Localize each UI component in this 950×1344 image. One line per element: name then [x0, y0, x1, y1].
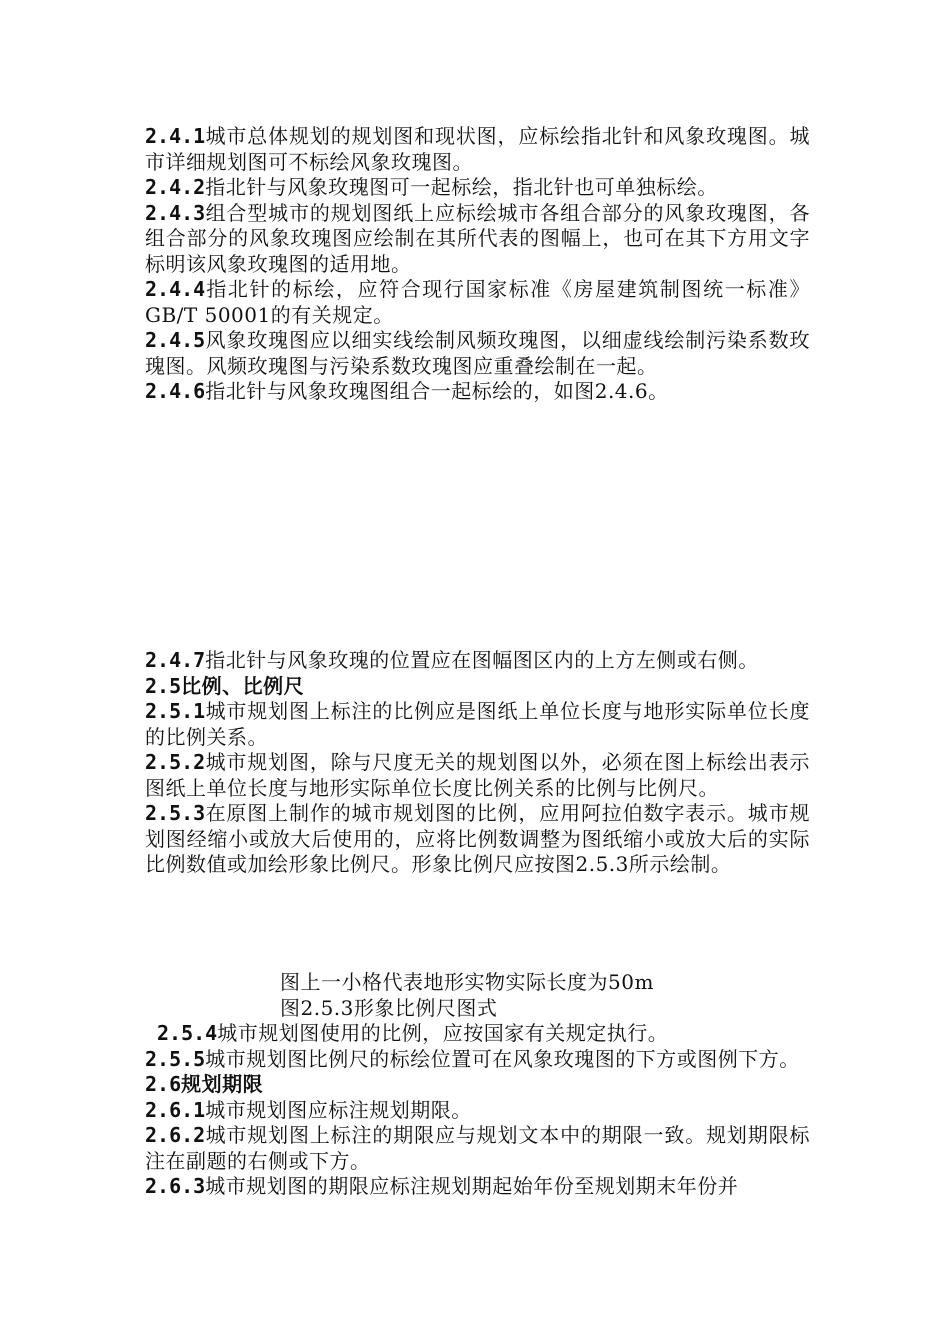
caption-line-1: 图上一小格代表地形实物实际长度为50m [280, 970, 654, 994]
clause-2-4-5 [145, 328, 810, 379]
clause-number: 2.5 [145, 673, 182, 698]
section-heading-2-5 [145, 674, 810, 700]
clause-number: 2.6.1 [145, 1097, 206, 1122]
clause-text: 指北针与风象玫瑰图可一起标绘，指北针也可单独标绘。 [205, 175, 718, 199]
clause-text: 风象玫瑰图应以细实线绘制风频玫瑰图，以细虚线绘制污染系数玫瑰图。风频玫瑰图与污染系数玫瑰图应重叠绘制在一起。 [145, 328, 810, 378]
clause-number: 2.4.3 [145, 200, 206, 225]
section-2-4-clauses [145, 124, 810, 405]
clause-text: 城市规划图，除与尺度无关的规划图以外，必须在图上标绘出表示图纸上单位长度与地形实际单位长度比例关系的比例与比例尺。 [145, 750, 810, 800]
clause-text: 指北针的标绘，应符合现行国家标准《房屋建筑制图统一标准》GB/T 50001的有关规定。 [145, 277, 810, 327]
clause-text: 指北针与风象玫瑰图组合一起标绘的，如图2.4.6。 [205, 379, 669, 403]
clause-text: 城市规划图使用的比例，应按国家有关规定执行。 [217, 1021, 669, 1045]
clause-text: 城市规划图上标注的比例应是图纸上单位长度与地形实际单位长度的比例关系。 [145, 699, 810, 749]
clause-number: 2.4.4 [145, 277, 206, 301]
clause-number: 2.4.2 [145, 175, 206, 199]
section-2-5-clauses [145, 648, 810, 878]
clause-2-4-2 [145, 175, 810, 201]
clause-number: 2.6.3 [145, 1174, 206, 1198]
clause-2-5-5 [145, 1047, 810, 1073]
clause-text: 组合型城市的规划图纸上应标绘城市各组合部分的风象玫瑰图，各组合部分的风象玫瑰图应绘制在其所代表的图幅上，也可在其下方用文字标明该风象玫瑰图的适用地。 [145, 200, 810, 276]
clause-number: 2.6 [145, 1072, 182, 1096]
clause-2-5-2 [145, 750, 810, 801]
clause-2-5-3 [145, 801, 810, 878]
section-2-6-clauses [145, 1021, 810, 1200]
figure-caption [145, 970, 810, 1021]
clause-number: 2.5.1 [145, 699, 206, 723]
clause-number: 2.6.2 [145, 1123, 206, 1147]
clause-2-4-3 [145, 201, 810, 278]
clause-text: 城市规划图上标注的期限应与规划文本中的期限一致。规划期限标注在副题的右侧或下方。 [145, 1123, 810, 1173]
clause-text: 城市规划图的期限应标注规划期起始年份至规划期末年份并 [205, 1174, 739, 1198]
clause-text: 城市总体规划的规划图和现状图，应标绘指北针和风象玫瑰图。城市详细规划图可不标绘风象玫瑰图。 [145, 124, 810, 174]
clause-2-4-4 [145, 277, 810, 328]
clause-number: 2.5.2 [145, 750, 206, 774]
clause-number: 2.5.3 [145, 801, 206, 825]
clause-2-5-4 [145, 1021, 810, 1047]
clause-number: 2.4.7 [145, 648, 206, 672]
clause-text: 在原图上制作的城市规划图的比例，应用阿拉伯数字表示。城市规划图经缩小或放大后使用的，应将比例数调整为图纸缩小或放大后的实际比例数值或加绘形象比例尺。形象比例尺应按图2.5.3所示绘制。 [145, 801, 810, 876]
heading-text: 比例、比例尺 [181, 673, 305, 698]
clause-text: 城市规划图比例尺的标绘位置可在风象玫瑰图的下方或图例下方。 [205, 1046, 800, 1071]
caption-line-2: 图2.5.3形象比例尺图式 [280, 995, 498, 1020]
clause-2-5-1 [145, 699, 810, 750]
clause-number: 2.4.6 [145, 379, 206, 403]
clause-2-4-1 [145, 124, 810, 175]
clause-number: 2.5.4 [157, 1021, 218, 1045]
clause-2-6-3 [145, 1174, 810, 1200]
clause-2-6-1 [145, 1098, 810, 1124]
clause-number: 2.4.1 [145, 124, 206, 148]
clause-2-4-7 [145, 648, 810, 674]
clause-text: 城市规划图应标注规划期限。 [205, 1097, 472, 1122]
clause-text: 指北针与风象玫瑰的位置应在图幅图区内的上方左侧或右侧。 [205, 648, 759, 672]
section-heading-2-6 [145, 1072, 810, 1098]
clause-2-4-6 [145, 379, 810, 405]
clause-number: 2.5.5 [145, 1046, 206, 1071]
clause-2-6-2 [145, 1123, 810, 1174]
heading-text: 规划期限 [181, 1072, 264, 1096]
clause-number: 2.4.5 [145, 328, 206, 352]
